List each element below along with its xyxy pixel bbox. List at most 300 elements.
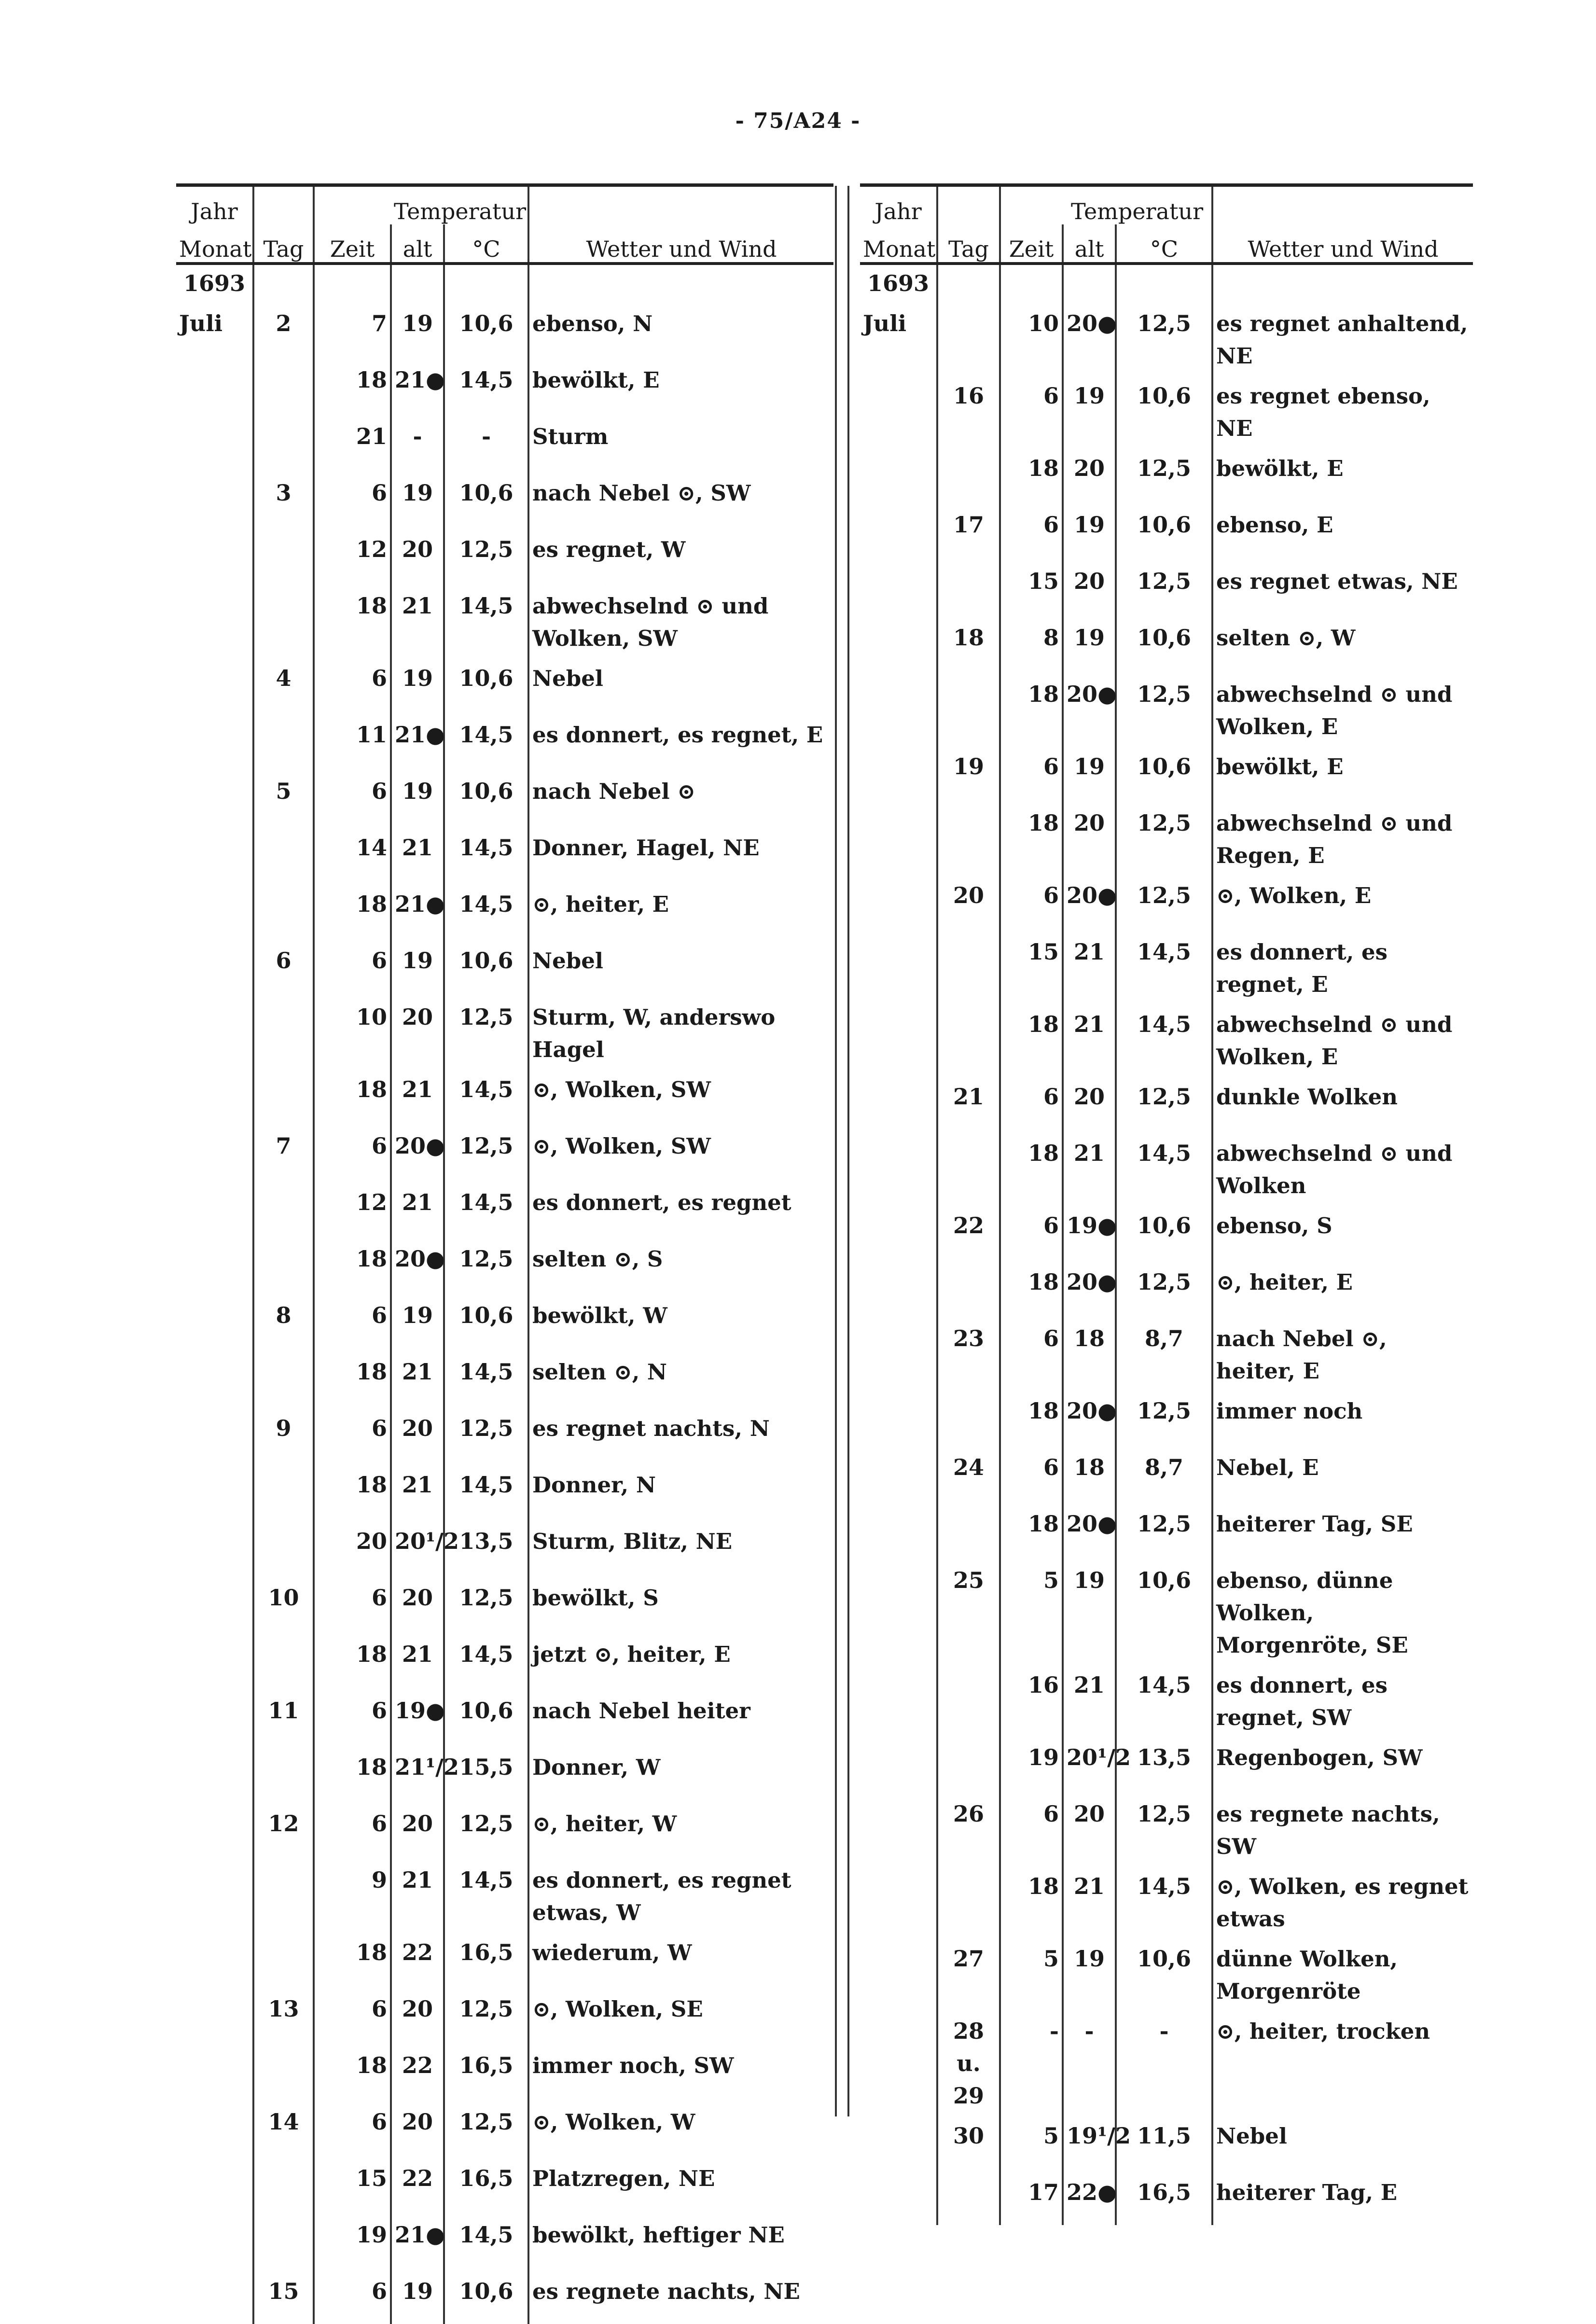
tag-cell: 6 [253,937,314,993]
zeit-cell: 5 [1000,2112,1063,2169]
col-wetter: Wetter und Wind [528,224,833,264]
wetter-cell: Platzregen, NE [532,2166,715,2191]
zeit-cell: 6 [1000,1790,1063,1863]
celsius-cell: 14,5 [444,1630,528,1687]
table-row [176,1179,833,1235]
tag-cell [253,1630,314,1687]
tag-cell [253,2155,314,2211]
alt-cell: 19 [391,469,444,526]
zeit-cell: 6 [1000,1315,1063,1387]
celsius-cell: 12,5 [444,1235,528,1292]
wetter-cell: bewölkt, S [532,1585,659,1611]
tag-cell: 25 [937,1557,1000,1661]
month-cell [176,2268,253,2324]
zeit-cell: 18 [314,1348,391,1405]
alt-cell: 20¹/2 [1063,1734,1116,1790]
wetter-cell: abwechselnd ⊙ und Wolken, SW [532,593,769,651]
alt-cell: - [1063,2007,1116,2112]
zeit-cell: 18 [1000,1258,1063,1315]
table-row [176,300,833,356]
table-row [860,1444,1473,1500]
celsius-cell: - [1116,2007,1212,2112]
celsius-cell: 10,6 [1116,1935,1212,2007]
alt-cell: 19 [391,300,444,356]
alt-cell: 22 [391,2155,444,2211]
zeit-cell: 6 [314,654,391,711]
wetter-cell: es regnet etwas, NE [1216,569,1458,594]
celsius-cell: 12,5 [444,1122,528,1179]
celsius-cell: 12,5 [444,2098,528,2155]
tag-cell: 13 [253,1985,314,2042]
wetter-cell: ⊙, Wolken, E [1216,883,1372,908]
tag-cell: 11 [253,1687,314,1743]
tag-cell: 26 [937,1790,1000,1863]
table-row [860,300,1473,372]
celsius-cell: 10,6 [444,2268,528,2324]
zeit-cell: 18 [314,1743,391,1800]
month-cell [176,1985,253,2042]
alt-cell: 19 [1063,1557,1116,1661]
wetter-cell: Nebel [1216,2123,1287,2149]
table-row [860,1073,1473,1129]
tag-cell: 17 [937,501,1000,557]
celsius-cell: 14,5 [444,356,528,413]
zeit-cell: 6 [314,1122,391,1179]
celsius-cell: 10,6 [444,1292,528,1348]
table-row [176,1574,833,1630]
alt-cell: 18 [1063,1444,1116,1500]
column-divider [835,186,849,2116]
table-row [176,582,833,654]
zeit-cell: 18 [1000,1863,1063,1935]
zeit-cell: 6 [314,1687,391,1743]
month-cell [176,2042,253,2098]
col-monat-right: Monat [860,224,937,264]
celsius-cell: 14,5 [444,711,528,767]
month-cell [176,1348,253,1405]
wetter-cell: Donner, N [532,1472,656,1498]
alt-cell: 21 [391,824,444,880]
month-cell [860,872,937,928]
weather-table-left [176,183,833,2324]
table-row [860,670,1473,743]
month-cell [176,526,253,582]
table-row [860,1734,1473,1790]
alt-cell: 19● [391,1687,444,1743]
celsius-cell: 12,5 [444,1405,528,1461]
tag-cell [937,928,1000,1001]
tag-cell: 15 [253,2268,314,2324]
celsius-cell: 10,6 [1116,1557,1212,1661]
alt-cell: 21 [1063,928,1116,1001]
zeit-cell: 6 [314,1985,391,2042]
wetter-cell: es regnet nachts, N [532,1416,770,1441]
wetter-cell: es regnet ebenso, NE [1216,383,1430,441]
tag-cell [937,445,1000,501]
tag-cell [253,880,314,937]
table-row [176,2155,833,2211]
table-row [176,1292,833,1348]
zeit-cell: 18 [314,356,391,413]
month-cell [176,1292,253,1348]
tag-cell: 14 [253,2098,314,2155]
month-cell [176,1517,253,1574]
alt-cell: 20 [1063,445,1116,501]
table-row [860,743,1473,799]
month-cell [176,1179,253,1235]
month-cell [176,1235,253,1292]
alt-cell: 19 [391,1292,444,1348]
zeit-cell: 7 [314,300,391,356]
table-row [176,1461,833,1517]
alt-cell: 20 [391,526,444,582]
col-alt: alt [391,224,444,264]
zeit-cell: 21 [314,413,391,469]
alt-cell: 19 [391,654,444,711]
month-cell [860,743,937,799]
zeit-cell: 15 [314,2155,391,2211]
tag-cell: 19 [937,743,1000,799]
alt-cell: 18 [1063,1315,1116,1387]
tag-cell: 28 u. 29 [937,2007,1000,2112]
alt-cell: 19 [1063,1935,1116,2007]
table-row [176,2042,833,2098]
month-cell [176,582,253,654]
wetter-cell: selten ⊙, N [532,1359,667,1385]
wetter-cell: ⊙, Wolken, SW [532,1133,711,1159]
wetter-cell: ⊙, Wolken, SE [532,1996,703,2022]
month-cell [176,767,253,824]
weather-table-right [860,183,1473,2225]
alt-cell: 20● [1063,1500,1116,1557]
wetter-cell: ⊙, heiter, E [1216,1269,1353,1295]
table-row [176,1929,833,1985]
alt-cell: 20 [391,1405,444,1461]
zeit-cell: 20 [314,1517,391,1574]
table-row [860,1790,1473,1863]
zeit-cell: 18 [314,880,391,937]
tag-cell [253,2211,314,2268]
col-wetter-right: Wetter und Wind [1212,224,1473,264]
alt-cell: 19 [1063,372,1116,445]
alt-cell: 21 [391,1066,444,1122]
table-row [860,2112,1473,2169]
alt-cell: 20 [391,1985,444,2042]
table-row [176,880,833,937]
zeit-cell: 19 [314,2211,391,2268]
zeit-cell: 6 [314,1405,391,1461]
month-cell [860,1387,937,1444]
month-cell [176,2155,253,2211]
celsius-cell: 10,6 [1116,1202,1212,1258]
zeit-cell: 8 [1000,614,1063,670]
tag-cell: 9 [253,1405,314,1461]
wetter-cell: immer noch [1216,1398,1363,1424]
wetter-cell: es donnert, es regnet, E [1216,939,1388,997]
zeit-cell: 6 [314,469,391,526]
alt-cell: 19 [391,937,444,993]
tag-cell [937,557,1000,614]
tag-cell [937,1129,1000,1202]
tag-cell: 2 [253,300,314,356]
alt-cell: 20¹/2 [391,1517,444,1574]
wetter-cell: Regenbogen, SW [1216,1745,1423,1770]
table-row [176,1856,833,1929]
zeit-cell: 19 [1000,1734,1063,1790]
wetter-cell: Sturm, W, anderswo Hagel [532,1004,776,1062]
alt-cell: 20● [391,1122,444,1179]
month-cell [860,445,937,501]
alt-cell: 20 [1063,799,1116,872]
zeit-cell: 16 [1000,1661,1063,1734]
col-zeit-right: Zeit [1000,224,1063,264]
wetter-cell: jetzt ⊙, heiter, E [532,1642,731,1667]
tag-cell [253,993,314,1066]
celsius-cell: 10,6 [444,1687,528,1743]
celsius-cell: 10,6 [444,937,528,993]
table-row [176,1517,833,1574]
table-row [176,1066,833,1122]
celsius-cell: 14,5 [1116,1661,1212,1734]
celsius-cell: 10,6 [1116,372,1212,445]
tag-cell [937,1661,1000,1734]
tag-cell: 23 [937,1315,1000,1387]
month-cell [860,928,937,1001]
tag-cell [253,356,314,413]
table-row [176,1348,833,1405]
celsius-cell: 10,6 [1116,614,1212,670]
zeit-cell: 18 [314,1929,391,1985]
celsius-cell: 10,6 [444,300,528,356]
zeit-cell: 15 [1000,557,1063,614]
alt-cell: 20● [1063,1258,1116,1315]
table-row [176,767,833,824]
table-row [860,1557,1473,1661]
month-cell [176,1687,253,1743]
table-row [176,1743,833,1800]
celsius-cell: 12,5 [1116,445,1212,501]
zeit-cell: 6 [1000,501,1063,557]
table-row [860,614,1473,670]
alt-cell: 20● [391,1235,444,1292]
zeit-cell: 18 [314,1235,391,1292]
alt-cell: 21● [391,356,444,413]
alt-cell: 21 [391,1856,444,1929]
celsius-cell: 14,5 [444,824,528,880]
celsius-cell: 16,5 [444,2155,528,2211]
wetter-cell: dunkle Wolken [1216,1084,1398,1110]
zeit-cell: 5 [1000,1935,1063,2007]
tag-cell [253,711,314,767]
celsius-cell: 12,5 [1116,1790,1212,1863]
alt-cell: 20 [1063,557,1116,614]
zeit-cell: 17 [1000,2169,1063,2225]
wetter-cell: bewölkt, heftiger NE [532,2222,785,2248]
zeit-cell: 18 [1000,1129,1063,1202]
table-body-left [176,264,833,2324]
month-cell [860,1073,937,1129]
table-row [860,1258,1473,1315]
celsius-cell: 14,5 [444,1461,528,1517]
tag-cell: 21 [937,1073,1000,1129]
zeit-cell: 18 [1000,1387,1063,1444]
zeit-cell: 12 [314,1179,391,1235]
tag-cell [937,1734,1000,1790]
wetter-cell: es regnete nachts, NE [532,2279,800,2304]
month-cell [176,1630,253,1687]
tag-cell: 12 [253,1800,314,1856]
zeit-cell: 10 [314,993,391,1066]
wetter-cell: es donnert, es regnet, E [532,722,823,748]
table-row [860,1202,1473,1258]
celsius-cell: 12,5 [1116,1258,1212,1315]
col-grad-c: °C [444,224,528,264]
wetter-cell: Donner, W [532,1754,661,1780]
table-row [860,1315,1473,1387]
zeit-cell: 5 [1000,1557,1063,1661]
celsius-cell: 10,6 [1116,501,1212,557]
col-grad-c-right: °C [1116,224,1212,264]
col-jahr: Jahr [176,185,253,225]
celsius-cell: 10,6 [444,469,528,526]
tag-cell: 18 [937,614,1000,670]
celsius-cell: 14,5 [444,582,528,654]
tag-cell [937,799,1000,872]
table-row [176,356,833,413]
alt-cell: 20 [391,1574,444,1630]
month-cell [176,356,253,413]
zeit-cell: 18 [1000,1001,1063,1073]
zeit-cell: 10 [1000,300,1063,372]
celsius-cell: 14,5 [444,1348,528,1405]
month-cell [860,2007,937,2112]
wetter-cell: abwechselnd ⊙ und Regen, E [1216,810,1453,868]
table-row [176,1235,833,1292]
table-row [860,872,1473,928]
celsius-cell: 12,5 [1116,1387,1212,1444]
tag-cell [937,1387,1000,1444]
col-monat: Monat [176,224,253,264]
col-alt-right: alt [1063,224,1116,264]
zeit-cell: 9 [314,1856,391,1929]
alt-cell: 20● [1063,1387,1116,1444]
col-tag: Tag [253,224,314,264]
month-cell [176,1066,253,1122]
celsius-cell: 12,5 [1116,799,1212,872]
table-row [176,711,833,767]
wetter-cell: abwechselnd ⊙ und Wolken, E [1216,682,1453,739]
table-row [176,1630,833,1687]
alt-cell: 20● [1063,670,1116,743]
tag-cell [937,1258,1000,1315]
month-cell [860,1863,937,1935]
alt-cell: 19 [391,2268,444,2324]
col-zeit: Zeit [314,224,391,264]
table-row [176,1122,833,1179]
zeit-cell: 6 [314,1574,391,1630]
celsius-cell: 14,5 [1116,928,1212,1001]
zeit-cell: 18 [1000,1500,1063,1557]
zeit-cell: 6 [314,1800,391,1856]
month-cell [860,1557,937,1661]
tag-cell [253,2042,314,2098]
celsius-cell: 14,5 [444,1066,528,1122]
tag-cell [937,1500,1000,1557]
month-cell [860,1734,937,1790]
wetter-cell: ⊙, Wolken, W [532,2109,695,2135]
table-row [176,2211,833,2268]
table-row [176,824,833,880]
celsius-cell: 14,5 [1116,1129,1212,1202]
table-row [176,2268,833,2324]
zeit-cell: 12 [314,526,391,582]
celsius-cell: 12,5 [1116,872,1212,928]
month-cell [176,824,253,880]
wetter-cell: ebenso, N [532,311,653,336]
alt-cell: 22 [391,1929,444,1985]
tag-cell: 20 [937,872,1000,928]
wetter-cell: ebenso, S [1216,1213,1332,1239]
table-row [860,1661,1473,1734]
alt-cell: 22● [1063,2169,1116,2225]
zeit-cell: 18 [1000,445,1063,501]
table-row [176,1985,833,2042]
zeit-cell: 6 [314,937,391,993]
month-cell [860,799,937,872]
zeit-cell: 6 [314,2098,391,2155]
alt-cell: 21 [1063,1129,1116,1202]
month-cell [176,880,253,937]
zeit-cell: 6 [1000,743,1063,799]
alt-cell: 21 [1063,1863,1116,1935]
month-cell [176,2211,253,2268]
col-jahr-right: Jahr [860,185,937,225]
month-cell [176,1405,253,1461]
tag-cell [937,2169,1000,2225]
alt-cell: 20 [391,1800,444,1856]
zeit-cell: - [1000,2007,1063,2112]
celsius-cell: 13,5 [444,1517,528,1574]
zeit-cell: 18 [1000,799,1063,872]
tag-cell [937,670,1000,743]
year-cell-right: 1693 [860,264,937,300]
alt-cell: 21 [391,1179,444,1235]
zeit-cell: 18 [314,1066,391,1122]
month-cell [860,1315,937,1387]
celsius-cell: 10,6 [444,654,528,711]
zeit-cell: 6 [1000,1073,1063,1129]
month-cell [176,1743,253,1800]
wetter-cell: ⊙, Wolken, SW [532,1077,711,1102]
tag-cell [253,1066,314,1122]
wetter-cell: es donnert, es regnet etwas, W [532,1867,791,1925]
wetter-cell: bewölkt, E [1216,754,1344,779]
month-cell [176,1574,253,1630]
zeit-cell: 6 [314,2268,391,2324]
tag-cell [253,526,314,582]
zeit-cell: 18 [314,582,391,654]
celsius-cell: 14,5 [444,1179,528,1235]
celsius-cell: 14,5 [444,2211,528,2268]
celsius-cell: 16,5 [444,1929,528,1985]
tag-cell [253,1179,314,1235]
tag-cell [253,1856,314,1929]
month-cell [860,1661,937,1734]
month-cell [860,2112,937,2169]
month-cell [176,993,253,1066]
celsius-cell: - [444,413,528,469]
wetter-cell: es regnete nachts, SW [1216,1801,1440,1859]
